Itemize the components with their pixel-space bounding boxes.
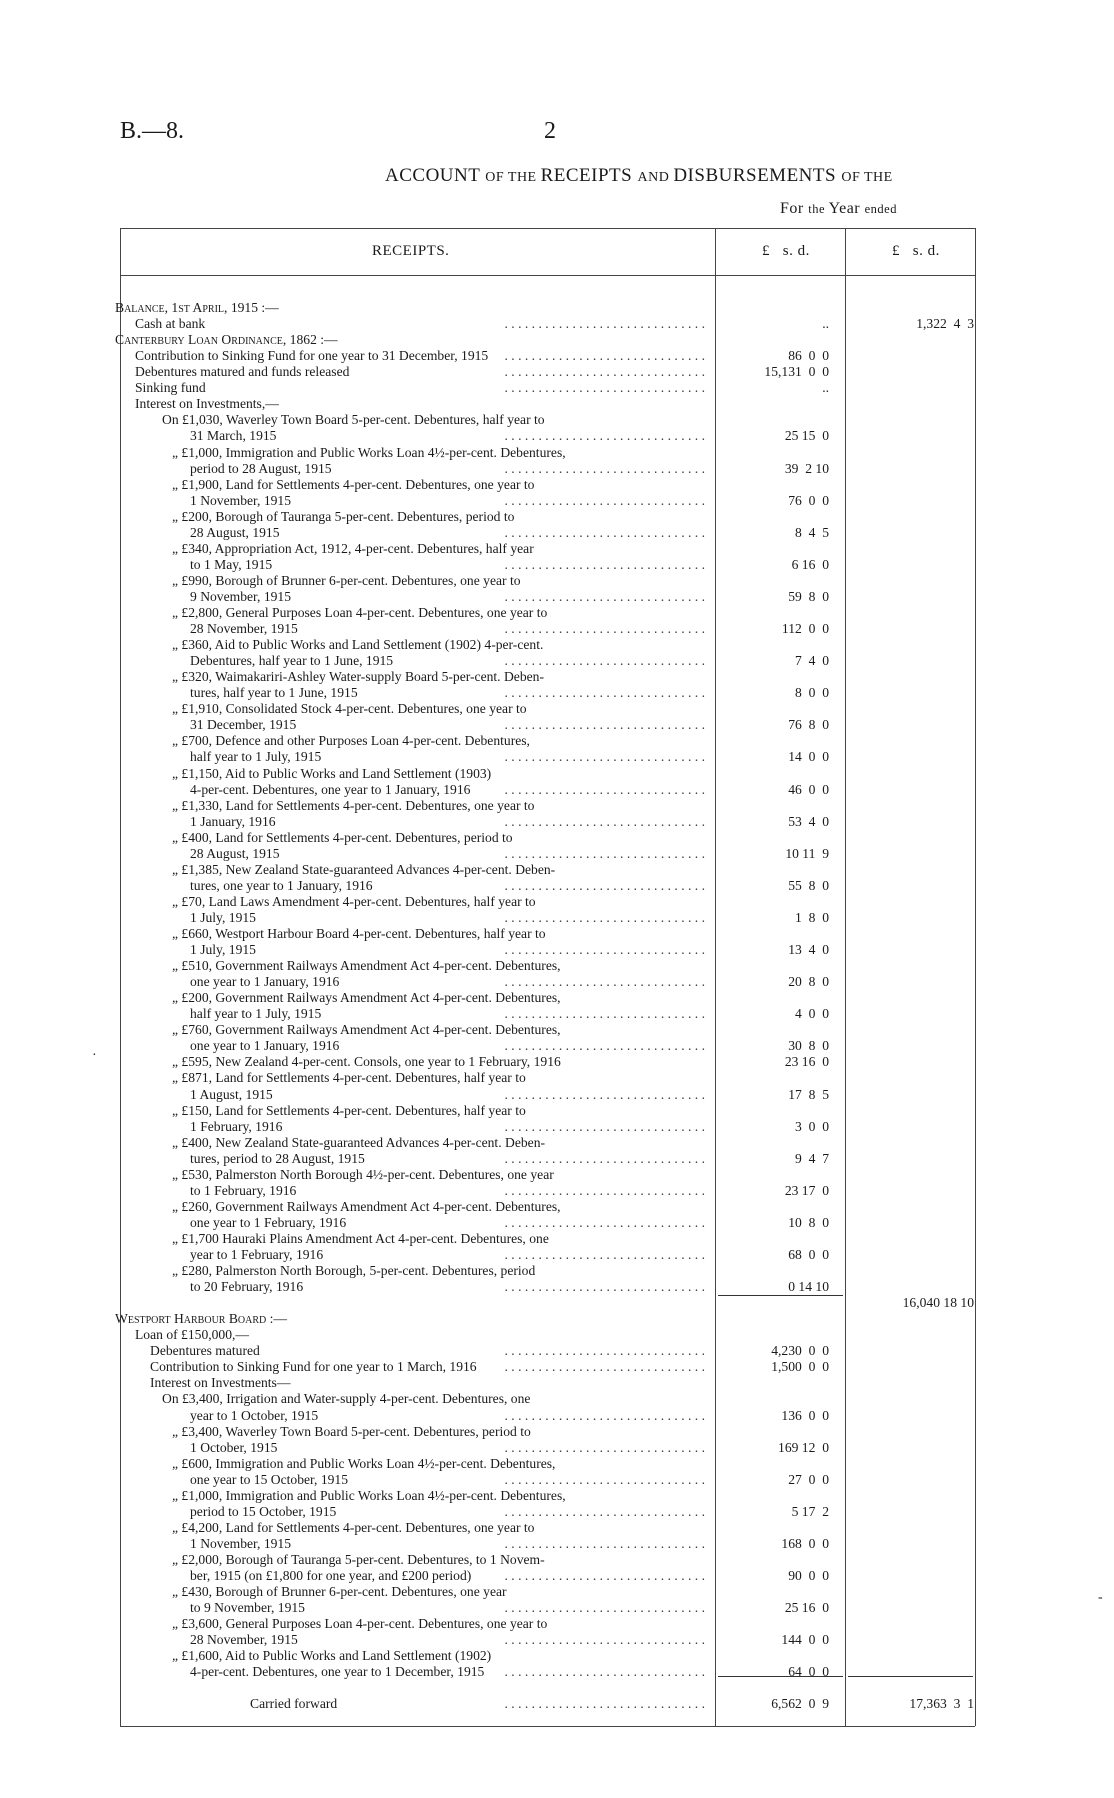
leader-dots: . . . . . . . . . . . . . . . . . . . . . . . . . . . . . . <box>504 1359 705 1375</box>
leader-dots: . . . . . . . . . . . . . . . . . . . . . . . . . . . . . . <box>504 1247 705 1262</box>
leader-dots: . . . . . . . . . . . . . . . . . . . . . . . . . . . . . . <box>504 877 705 893</box>
receipt-line <box>0 1552 1114 1568</box>
amount-inner: 14 0 0 <box>788 749 829 765</box>
leader-dots: . . . . . . . . . . . . . . . . . . . . . . . . . . . . . . <box>504 1503 705 1519</box>
receipt-line-text: „ £260, Government Railways Amendment Act 4-per-cent. Debentures, <box>172 1198 561 1214</box>
receipt-line-text: „ £320, Waimakariri-Ashley Water-supply Board 5-per-cent. Deben- <box>172 669 544 685</box>
amount-inner: 10 11 9 <box>785 845 829 861</box>
receipt-line <box>0 1167 1114 1183</box>
subtitle-year: Year <box>828 200 865 217</box>
amount-inner: 7 4 0 <box>795 653 829 669</box>
amount-inner: 46 0 0 <box>788 781 829 797</box>
receipt-line <box>0 733 1114 749</box>
receipt-line <box>0 316 1114 332</box>
receipt-line-text: „ £1,385, New Zealand State-guaranteed Advances 4-per-cent. Deben- <box>172 861 556 877</box>
leader-dots: . . . . . . . . . . . . . . . . . . . . . . . . . . . . . . <box>504 653 705 669</box>
receipt-line <box>0 669 1114 685</box>
receipt-line <box>0 926 1114 942</box>
amount-outer: 16,040 18 10 <box>902 1295 974 1311</box>
receipt-line <box>0 621 1114 637</box>
receipt-line <box>0 573 1114 589</box>
amount-inner: 25 15 0 <box>784 428 829 444</box>
leader-dots: . . . . . . . . . . . . . . . . . . . . . . . . . . . . . . <box>504 1600 705 1615</box>
receipt-line-text: „ £150, Land for Settlements 4-per-cent. Debentures, half year to <box>172 1102 526 1118</box>
amount-inner: 168 0 0 <box>781 1535 829 1551</box>
receipt-line-text: 28 November, 1915 <box>190 1632 298 1648</box>
receipt-line-text: „ £200, Government Railways Amendment Act 4-per-cent. Debentures, <box>172 990 561 1006</box>
amount-inner: .. <box>822 316 829 332</box>
receipt-line <box>0 1038 1114 1054</box>
receipt-line-text: 1 February, 1916 <box>190 1118 283 1134</box>
amount-inner: 23 16 0 <box>784 1054 829 1070</box>
leader-dots: . . . . . . . . . . . . . . . . . . . . . . . . . . . . . . <box>504 556 705 572</box>
receipt-line <box>0 1151 1114 1167</box>
receipt-line <box>0 1584 1114 1600</box>
receipt-line-text: „ £3,600, General Purposes Loan 4-per-cent. Debentures, one year to <box>172 1616 548 1632</box>
receipt-line-text: 9 November, 1915 <box>190 588 292 604</box>
receipt-line <box>0 1600 1114 1616</box>
receipt-line <box>0 1520 1114 1536</box>
amount-inner: 6,562 0 9 <box>771 1696 829 1712</box>
receipt-line <box>0 1391 1114 1407</box>
receipt-line <box>0 380 1114 396</box>
receipt-line-text: to 20 February, 1916 <box>190 1279 304 1295</box>
receipt-line-text: On £3,400, Irrigation and Water-supply 4-per-cent. Debentures, one <box>162 1391 531 1407</box>
receipt-line-text: „ £340, Appropriation Act, 1912, 4-per-cent. Debentures, half year <box>172 540 534 556</box>
amount-inner: 86 0 0 <box>788 348 829 364</box>
receipt-line <box>0 1456 1114 1472</box>
receipt-line-text: 28 August, 1915 <box>190 524 280 540</box>
leader-dots: . . . . . . . . . . . . . . . . . . . . . . . . . . . . . . <box>504 1182 705 1198</box>
amount-inner: 76 8 0 <box>788 717 829 733</box>
amount-inner: 8 4 5 <box>795 524 829 540</box>
receipt-line-text: „ £1,700 Hauraki Plains Amendment Act 4-per-cent. Debentures, one <box>172 1230 549 1246</box>
leader-dots: . . . . . . . . . . . . . . . . . . . . . . . . . . . . . . <box>504 364 705 380</box>
amount-inner: 39 2 10 <box>784 460 829 476</box>
receipt-line-text: „ £510, Government Railways Amendment Act 4-per-cent. Debentures, <box>172 958 561 974</box>
leader-dots: . . . . . . . . . . . . . . . . . . . . . . . . . . . . . . <box>504 685 705 701</box>
receipt-line-text: 1 July, 1915 <box>190 942 256 957</box>
receipt-line-text: Balance, 1st April, 1915 :— <box>115 300 279 315</box>
receipt-line-text: year to 1 February, 1916 <box>190 1247 324 1262</box>
leader-dots: . . . . . . . . . . . . . . . . . . . . . . . . . . . . . . <box>504 813 705 829</box>
receipt-line-text: Interest on Investments— <box>150 1375 291 1391</box>
receipt-line <box>0 1440 1114 1456</box>
receipt-line-text: one year to 1 January, 1916 <box>190 1038 340 1054</box>
receipt-line-text: „ £1,900, Land for Settlements 4-per-cent. Debentures, one year to <box>172 476 535 492</box>
leader-dots: . . . . . . . . . . . . . . . . . . . . . . . . . . . . . . <box>504 1343 705 1359</box>
receipt-line <box>0 701 1114 717</box>
receipt-line-text: one year to 1 February, 1916 <box>190 1214 347 1230</box>
receipt-line-text: „ £1,330, Land for Settlements 4-per-cent. Debentures, one year to <box>172 797 535 813</box>
receipt-line <box>0 1054 1114 1070</box>
title-account: ACCOUNT <box>385 165 486 186</box>
receipt-line-text: year to 1 October, 1915 <box>190 1407 319 1423</box>
amount-inner: 68 0 0 <box>788 1247 829 1262</box>
amount-inner: 1 8 0 <box>795 909 829 925</box>
amount-inner: 10 8 0 <box>788 1214 829 1230</box>
amount-inner: 27 0 0 <box>788 1471 829 1487</box>
amount-inner: 1,500 0 0 <box>771 1359 829 1375</box>
title-receipts: RECEIPTS <box>540 165 638 186</box>
receipt-line-text: „ £200, Borough of Tauranga 5-per-cent. Debentures, period to <box>172 508 515 524</box>
receipt-line <box>0 445 1114 461</box>
receipt-line-text: „ £660, Westport Harbour Board 4-per-cent. Debentures, half year to <box>172 926 546 941</box>
receipt-line <box>0 862 1114 878</box>
leader-dots: . . . . . . . . . . . . . . . . . . . . . . . . . . . . . . <box>504 1696 705 1712</box>
leader-dots: . . . . . . . . . . . . . . . . . . . . . . . . . . . . . . <box>504 460 705 476</box>
receipt-line-text: to 9 November, 1915 <box>190 1600 305 1615</box>
receipt-line <box>0 300 1114 316</box>
leader-dots: . . . . . . . . . . . . . . . . . . . . . . . . . . . . . . <box>504 588 705 604</box>
receipt-line-text: period to 28 August, 1915 <box>190 460 332 476</box>
receipt-line <box>0 1375 1114 1391</box>
receipt-line <box>0 830 1114 846</box>
receipt-line-text: „ £70, Land Laws Amendment 4-per-cent. Debentures, half year to <box>172 893 536 909</box>
receipt-line <box>0 589 1114 605</box>
leader-dots: . . . . . . . . . . . . . . . . . . . . . . . . . . . . . . <box>504 1407 705 1423</box>
receipt-line-text: Cash at bank <box>135 316 206 332</box>
receipt-line <box>0 1231 1114 1247</box>
receipt-line <box>0 1006 1114 1022</box>
receipt-line <box>0 364 1114 380</box>
leader-dots: . . . . . . . . . . . . . . . . . . . . . . . . . . . . . . <box>504 1535 705 1551</box>
receipt-line-text: Loan of £150,000,— <box>135 1327 250 1343</box>
receipt-line <box>0 653 1114 669</box>
receipt-line-text: to 1 February, 1916 <box>190 1182 297 1198</box>
amount-inner: 30 8 0 <box>788 1038 829 1054</box>
receipt-line <box>0 605 1114 621</box>
receipt-line-text: „ £760, Government Railways Amendment Act 4-per-cent. Debentures, <box>172 1022 561 1038</box>
header-col2: £ s. d. <box>892 243 940 259</box>
receipt-line-text: Carried forward <box>250 1696 338 1712</box>
receipt-line <box>0 894 1114 910</box>
leader-dots: . . . . . . . . . . . . . . . . . . . . . . . . . . . . . . <box>504 524 705 540</box>
title-disbursements: DISBURSEMENTS <box>673 165 842 186</box>
receipt-line-text: „ £4,200, Land for Settlements 4-per-cent. Debentures, one year to <box>172 1519 535 1535</box>
amount-outer: 17,363 3 1 <box>909 1696 974 1712</box>
leader-dots: . . . . . . . . . . . . . . . . . . . . . . . . . . . . . . <box>504 316 705 332</box>
receipt-line <box>0 1279 1114 1295</box>
receipt-line <box>0 1087 1114 1103</box>
amount-inner: 20 8 0 <box>788 974 829 990</box>
amount-inner: .. <box>822 380 829 396</box>
leader-dots: . . . . . . . . . . . . . . . . . . . . . . . . . . . . . . <box>504 1086 705 1102</box>
receipt-line-text: Contribution to Sinking Fund for one year to 31 December, 1915 <box>135 348 489 364</box>
amount-inner: 4 0 0 <box>795 1006 829 1022</box>
amount-inner: 112 0 0 <box>781 621 829 636</box>
receipt-line-text: tures, half year to 1 June, 1915 <box>190 685 358 701</box>
receipt-line <box>0 1359 1114 1375</box>
receipt-line-text: Interest on Investments,— <box>135 396 279 412</box>
leader-dots: . . . . . . . . . . . . . . . . . . . . . . . . . . . . . . <box>504 492 705 508</box>
receipt-line-text: Contribution to Sinking Fund for one year to 1 March, 1916 <box>150 1359 477 1375</box>
receipt-line-text: „ £430, Borough of Brunner 6-per-cent. Debentures, one year <box>172 1584 507 1599</box>
receipt-line-text: Debentures, half year to 1 June, 1915 <box>190 653 394 669</box>
leader-dots: . . . . . . . . . . . . . . . . . . . . . . . . . . . . . . <box>504 1632 705 1648</box>
receipt-line-text: ber, 1915 (on £1,800 for one year, and £200 period) <box>190 1568 472 1583</box>
receipt-line-text: „ £1,150, Aid to Public Works and Land Settlement (1903) <box>172 765 492 781</box>
header-col1: £ s. d. <box>762 243 810 259</box>
amount-inner: 59 8 0 <box>788 588 829 604</box>
receipt-line <box>0 348 1114 364</box>
receipt-line-text: „ £700, Defence and other Purposes Loan 4-per-cent. Debentures, <box>172 733 530 749</box>
header-receipts: RECEIPTS. <box>372 243 450 259</box>
leader-dots: . . . . . . . . . . . . . . . . . . . . . . . . . . . . . . <box>504 1150 705 1166</box>
title-of-the-2: OF THE <box>841 170 893 185</box>
receipt-line <box>0 1327 1114 1343</box>
leader-dots: . . . . . . . . . . . . . . . . . . . . . . . . . . . . . . <box>504 1439 705 1455</box>
leader-dots: . . . . . . . . . . . . . . . . . . . . . . . . . . . . . . <box>504 845 705 861</box>
leader-dots: . . . . . . . . . . . . . . . . . . . . . . . . . . . . . . <box>504 1038 705 1054</box>
receipt-line-text: 4-per-cent. Debentures, one year to 1 January, 1916 <box>190 781 471 797</box>
receipt-line <box>0 990 1114 1006</box>
receipt-line-text: Debentures matured <box>150 1343 260 1359</box>
receipt-line-text: „ £530, Palmerston North Borough 4½-per-cent. Debentures, one year <box>172 1166 554 1182</box>
amount-inner: 53 4 0 <box>788 813 829 829</box>
receipt-line-text: „ £3,400, Waverley Town Board 5-per-cent. Debentures, period to <box>172 1423 531 1439</box>
receipt-line <box>0 396 1114 412</box>
receipt-line <box>0 1472 1114 1488</box>
leader-dots: . . . . . . . . . . . . . . . . . . . . . . . . . . . . . . <box>504 1568 705 1583</box>
receipt-line-text: Debentures matured and funds released <box>135 364 350 380</box>
receipt-line-text: 1 July, 1915 <box>190 909 256 925</box>
leader-dots: . . . . . . . . . . . . . . . . . . . . . . . . . . . . . . <box>504 781 705 797</box>
amount-inner: 55 8 0 <box>788 877 829 893</box>
receipt-line <box>0 1568 1114 1584</box>
amount-inner: 15,131 0 0 <box>764 364 829 380</box>
receipt-line-text: tures, one year to 1 January, 1916 <box>190 877 373 893</box>
receipt-line <box>0 1488 1114 1504</box>
receipt-line <box>0 1648 1114 1664</box>
receipt-line <box>0 1263 1114 1279</box>
receipt-line <box>0 1311 1114 1327</box>
amount-inner: 8 0 0 <box>795 685 829 701</box>
leader-dots: . . . . . . . . . . . . . . . . . . . . . . . . . . . . . . <box>504 909 705 925</box>
leader-dots: . . . . . . . . . . . . . . . . . . . . . . . . . . . . . . <box>504 1471 705 1487</box>
margin-mark-right: - <box>1098 1590 1103 1605</box>
receipt-line-text: Sinking fund <box>135 380 206 396</box>
receipt-line <box>0 782 1114 798</box>
amount-inner: 23 17 0 <box>784 1182 829 1198</box>
receipt-line <box>0 878 1114 894</box>
receipt-line <box>0 1696 1114 1712</box>
receipt-line <box>0 1199 1114 1215</box>
receipt-line-text: „ £1,910, Consolidated Stock 4-per-cent. Debentures, one year to <box>172 701 527 717</box>
receipt-line <box>0 477 1114 493</box>
receipt-line-text: „ £2,800, General Purposes Loan 4-per-cent. Debentures, one year to <box>172 605 548 620</box>
receipt-line <box>0 846 1114 862</box>
receipt-line-text: 31 December, 1915 <box>190 717 297 733</box>
receipt-line <box>0 1103 1114 1119</box>
receipt-line <box>0 910 1114 926</box>
amount-inner: 144 0 0 <box>781 1632 829 1648</box>
receipt-line-text: half year to 1 July, 1915 <box>190 1006 322 1022</box>
receipt-line-text: 31 March, 1915 <box>190 428 277 444</box>
receipt-line <box>0 1536 1114 1552</box>
receipt-line <box>0 1247 1114 1263</box>
leader-dots: . . . . . . . . . . . . . . . . . . . . . . . . . . . . . . <box>504 717 705 733</box>
margin-mark-left: · <box>92 1048 97 1063</box>
receipt-line <box>0 1680 1114 1696</box>
receipt-line <box>0 798 1114 814</box>
receipt-line-text: half year to 1 July, 1915 <box>190 749 322 765</box>
subtitle-for: For <box>780 200 809 217</box>
amount-inner: 169 12 0 <box>778 1439 829 1455</box>
leader-dots: . . . . . . . . . . . . . . . . . . . . . . . . . . . . . . <box>504 621 705 636</box>
receipt-line <box>0 942 1114 958</box>
receipt-line <box>0 1632 1114 1648</box>
receipt-line-text: 1 October, 1915 <box>190 1439 278 1455</box>
subtitle-ended: ended <box>864 202 897 216</box>
title-and: AND <box>637 170 674 185</box>
receipt-line-text: „ £600, Immigration and Public Works Loan 4½-per-cent. Debentures, <box>172 1455 556 1471</box>
amount-inner: 90 0 0 <box>788 1568 829 1583</box>
receipt-line <box>0 637 1114 653</box>
receipt-line <box>0 1135 1114 1151</box>
leader-dots: . . . . . . . . . . . . . . . . . . . . . . . . . . . . . . <box>504 1664 705 1680</box>
receipt-line-text: one year to 15 October, 1915 <box>190 1471 349 1487</box>
receipt-line <box>0 525 1114 541</box>
amount-inner: 0 14 10 <box>788 1279 829 1295</box>
receipt-line <box>0 1183 1114 1199</box>
receipt-line-text: Canterbury Loan Ordinance, 1862 :— <box>115 332 338 348</box>
subtitle-the: the <box>808 202 829 216</box>
receipt-line-text: „ £2,000, Borough of Tauranga 5-per-cent. Debentures, to 1 Novem- <box>172 1551 545 1567</box>
receipt-line <box>0 1070 1114 1086</box>
receipt-line-text: „ £595, New Zealand 4-per-cent. Consols, one year to 1 February, 1916 <box>172 1054 561 1070</box>
receipt-line-text: one year to 1 January, 1916 <box>190 974 340 990</box>
amount-inner: 5 17 2 <box>791 1503 829 1519</box>
leader-dots: . . . . . . . . . . . . . . . . . . . . . . . . . . . . . . <box>504 1118 705 1134</box>
receipt-line-text: 28 November, 1915 <box>190 621 298 636</box>
receipt-line-text: 1 January, 1916 <box>190 813 276 829</box>
receipt-line-text: „ £280, Palmerston North Borough, 5-per-cent. Debentures, period <box>172 1263 536 1278</box>
receipt-line <box>0 1616 1114 1632</box>
amount-inner: 76 0 0 <box>788 492 829 508</box>
amount-inner: 6 16 0 <box>791 556 829 572</box>
receipt-line <box>0 557 1114 573</box>
leader-dots: . . . . . . . . . . . . . . . . . . . . . . . . . . . . . . <box>504 1006 705 1022</box>
receipt-line <box>0 685 1114 701</box>
leader-dots: . . . . . . . . . . . . . . . . . . . . . . . . . . . . . . <box>504 749 705 765</box>
receipt-line <box>0 958 1114 974</box>
receipt-line <box>0 1408 1114 1424</box>
receipt-line <box>0 749 1114 765</box>
leader-dots: . . . . . . . . . . . . . . . . . . . . . . . . . . . . . . <box>504 428 705 444</box>
leader-dots: . . . . . . . . . . . . . . . . . . . . . . . . . . . . . . <box>504 1279 705 1295</box>
receipt-line <box>0 1424 1114 1440</box>
receipt-line <box>0 541 1114 557</box>
receipt-line <box>0 461 1114 477</box>
amount-inner: 17 8 5 <box>788 1086 829 1102</box>
receipt-line <box>0 717 1114 733</box>
receipt-line-text: „ £990, Borough of Brunner 6-per-cent. Debentures, one year to <box>172 572 521 588</box>
amount-inner: 9 4 7 <box>795 1150 829 1166</box>
receipt-line-text: Westport Harbour Board :— <box>115 1311 288 1327</box>
receipt-line-text: „ £360, Aid to Public Works and Land Settlement (1902) 4-per-cent. <box>172 637 544 652</box>
leader-dots: . . . . . . . . . . . . . . . . . . . . . . . . . . . . . . <box>504 380 705 396</box>
amount-inner: 13 4 0 <box>788 942 829 957</box>
receipt-line <box>0 1343 1114 1359</box>
receipt-line-text: „ £1,600, Aid to Public Works and Land Settlement (1902) <box>172 1648 492 1664</box>
amount-outer: 1,322 4 3 <box>916 316 974 332</box>
receipt-line-text: „ £400, Land for Settlements 4-per-cent. Debentures, period to <box>172 829 513 845</box>
receipt-line <box>0 766 1114 782</box>
receipt-line <box>0 412 1114 428</box>
receipt-line <box>0 1119 1114 1135</box>
amount-inner: 25 16 0 <box>784 1600 829 1615</box>
receipt-line <box>0 1295 1114 1311</box>
receipt-line <box>0 1504 1114 1520</box>
receipt-line <box>0 1664 1114 1680</box>
receipt-line <box>0 332 1114 348</box>
page-number: 2 <box>544 118 556 144</box>
page-ref: B.—8. <box>120 118 185 144</box>
receipt-line-text: 1 November, 1915 <box>190 492 292 508</box>
receipt-line-text: to 1 May, 1915 <box>190 556 273 572</box>
receipt-line <box>0 974 1114 990</box>
leader-dots: . . . . . . . . . . . . . . . . . . . . . . . . . . . . . . <box>504 1214 705 1230</box>
receipt-line <box>0 509 1114 525</box>
leader-dots: . . . . . . . . . . . . . . . . . . . . . . . . . . . . . . <box>504 942 705 957</box>
receipt-line-text: tures, period to 28 August, 1915 <box>190 1150 365 1166</box>
leader-dots: . . . . . . . . . . . . . . . . . . . . . . . . . . . . . . <box>504 974 705 990</box>
receipt-line-text: 1 November, 1915 <box>190 1535 292 1551</box>
receipt-line <box>0 493 1114 509</box>
receipt-line <box>0 1215 1114 1231</box>
leader-dots: . . . . . . . . . . . . . . . . . . . . . . . . . . . . . . <box>504 348 705 364</box>
amount-inner: 136 0 0 <box>781 1407 829 1423</box>
amount-inner: 4,230 0 0 <box>771 1343 829 1359</box>
receipt-line-text: 4-per-cent. Debentures, one year to 1 December, 1915 <box>190 1664 485 1680</box>
receipt-line <box>0 428 1114 444</box>
receipt-line-text: „ £400, New Zealand State-guaranteed Advances 4-per-cent. Deben- <box>172 1134 546 1150</box>
receipt-line-text: 28 August, 1915 <box>190 845 280 861</box>
receipt-line-text: On £1,030, Waverley Town Board 5-per-cent. Debentures, half year to <box>162 412 545 428</box>
receipt-line-text: period to 15 October, 1915 <box>190 1503 337 1519</box>
amount-inner: 3 0 0 <box>795 1118 829 1134</box>
receipt-line-text: „ £1,000, Immigration and Public Works Loan 4½-per-cent. Debentures, <box>172 444 566 460</box>
title-of-the: OF THE <box>485 170 541 185</box>
receipt-line <box>0 1022 1114 1038</box>
receipt-line <box>0 814 1114 830</box>
amount-inner: 64 0 0 <box>788 1664 829 1680</box>
receipt-line-text: „ £871, Land for Settlements 4-per-cent. Debentures, half year to <box>172 1070 526 1086</box>
receipt-line-text: „ £1,000, Immigration and Public Works Loan 4½-per-cent. Debentures, <box>172 1487 566 1503</box>
receipt-line-text: 1 August, 1915 <box>190 1086 273 1102</box>
